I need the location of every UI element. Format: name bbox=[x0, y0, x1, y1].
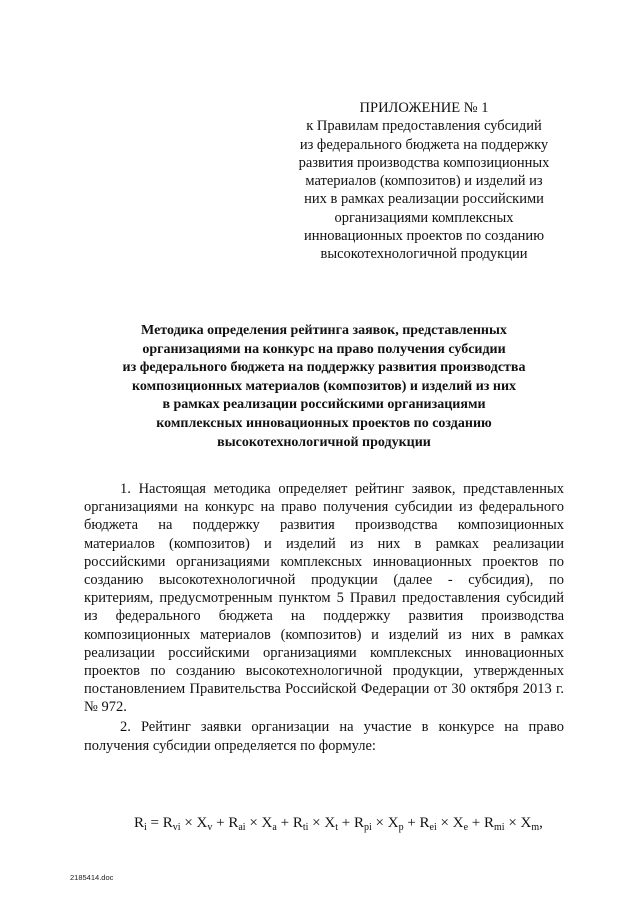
formula-x: X bbox=[520, 815, 532, 831]
appendix-line: развития производства композиционных bbox=[298, 154, 550, 171]
body-line: материалов (композитов) и изделий из них в рамках реализации bbox=[84, 535, 564, 552]
title-line: высокотехнологичной продукции bbox=[217, 434, 431, 450]
formula-x: X bbox=[196, 815, 208, 831]
body-line: критериям, предусмотренным пунктом 5 Правил предоставления субсидий bbox=[84, 590, 564, 607]
formula-plus: + bbox=[212, 815, 229, 831]
appendix-line: ПРИЛОЖЕНИЕ № 1 bbox=[359, 100, 489, 116]
document-title bbox=[80, 322, 568, 452]
appendix-line: из федерального бюджета на поддержку bbox=[299, 136, 549, 153]
title-line: из федерального бюджета на поддержку развития производства bbox=[122, 360, 526, 376]
formula-r: R bbox=[228, 815, 239, 831]
formula-subscript: p bbox=[398, 822, 404, 833]
formula-plus: + bbox=[468, 815, 484, 831]
title-line: в рамках реализации российскими организациями bbox=[162, 397, 486, 413]
formula-subscript: v bbox=[207, 822, 213, 833]
formula-times: × bbox=[504, 815, 521, 831]
body-line: из федерального бюджета на поддержку развития производства bbox=[84, 608, 564, 625]
formula-r: R bbox=[419, 815, 430, 831]
body-line: созданию высокотехнологичной продукции (далее - субсидия), по bbox=[84, 571, 564, 588]
formula-subscript: e bbox=[463, 822, 469, 833]
appendix-line: организациями комплексных bbox=[334, 209, 514, 226]
paragraph-2 bbox=[84, 718, 564, 754]
formula-plus: + bbox=[337, 815, 354, 831]
formula-times: × bbox=[245, 815, 262, 831]
appendix-line: инновационных проектов по созданию bbox=[303, 228, 545, 245]
formula-r: R bbox=[292, 815, 303, 831]
title-line: организациями на конкурс на право получения субсидии bbox=[142, 341, 506, 357]
appendix-line: высокотехнологичной продукции bbox=[320, 246, 528, 263]
appendix-header bbox=[290, 99, 558, 264]
formula-r: R bbox=[484, 815, 495, 831]
formula-plus: + bbox=[403, 815, 420, 831]
body-line: 2. Рейтинг заявки организации на участие в конкурсе на право bbox=[120, 719, 564, 736]
body-line: реализации российскими организациями комплексных инновационных bbox=[84, 644, 564, 661]
formula-times: × bbox=[436, 815, 453, 831]
body-line: композиционных материалов (композитов) и изделий из них в рамках bbox=[84, 626, 564, 643]
body-line: российскими организациями комплексных инновационных проектов по bbox=[84, 553, 564, 570]
appendix-line: них в рамках реализации российскими bbox=[304, 191, 544, 208]
body-line: проектов по созданию высокотехнологичной продукции, утвержденных bbox=[84, 662, 564, 679]
formula-times: × bbox=[180, 815, 197, 831]
formula-times: × bbox=[308, 815, 325, 831]
body-line: № 972. bbox=[84, 699, 127, 716]
formula-subscript: ti bbox=[302, 822, 309, 833]
title-line: Методика определения рейтинга заявок, представленных bbox=[141, 323, 507, 338]
title-line: композиционных материалов (композитов) и изделий из них bbox=[131, 378, 517, 394]
formula-subscript: t bbox=[335, 822, 338, 833]
formula-r: R bbox=[162, 815, 173, 831]
rating-formula bbox=[134, 815, 564, 833]
formula-x: X bbox=[452, 815, 464, 831]
formula-x: X bbox=[387, 815, 399, 831]
formula-trailing-comma: , bbox=[539, 815, 543, 831]
formula-plus: + bbox=[276, 815, 293, 831]
formula-times: × bbox=[371, 815, 388, 831]
body-line: организациями на конкурс на право получения субсидии из федерального bbox=[84, 499, 564, 516]
formula-equals: = bbox=[146, 815, 163, 831]
formula-subscript: ei bbox=[429, 822, 437, 833]
appendix-line: к Правилам предоставления субсидий bbox=[306, 118, 542, 135]
formula-r: R bbox=[353, 815, 364, 831]
paragraph-1 bbox=[84, 480, 564, 716]
formula-lhs: R bbox=[134, 815, 145, 831]
formula-subscript: mi bbox=[494, 822, 505, 833]
document-body bbox=[84, 480, 564, 755]
formula-subscript: pi bbox=[363, 822, 372, 833]
formula-subscript: i bbox=[144, 822, 147, 833]
formula-subscript: a bbox=[272, 822, 277, 833]
body-line: получения субсидии определяется по формуле: bbox=[84, 737, 376, 754]
appendix-line: материалов (композитов) и изделий из bbox=[305, 173, 543, 190]
body-line: бюджета на поддержку развития производства композиционных bbox=[84, 517, 564, 534]
title-line: комплексных инновационных проектов по созданию bbox=[156, 415, 492, 431]
body-line: постановлением Правительства Российской Федерации от 30 октября 2013 г. bbox=[84, 681, 564, 698]
formula-subscript: vi bbox=[172, 822, 181, 833]
formula-x: X bbox=[324, 815, 336, 831]
body-line: 1. Настоящая методика определяет рейтинг заявок, представленных bbox=[120, 481, 564, 497]
formula-x: X bbox=[261, 815, 273, 831]
formula-subscript: m bbox=[531, 822, 540, 833]
formula-subscript: ai bbox=[238, 822, 246, 833]
footer-filename: 2185414.doc bbox=[70, 873, 114, 882]
